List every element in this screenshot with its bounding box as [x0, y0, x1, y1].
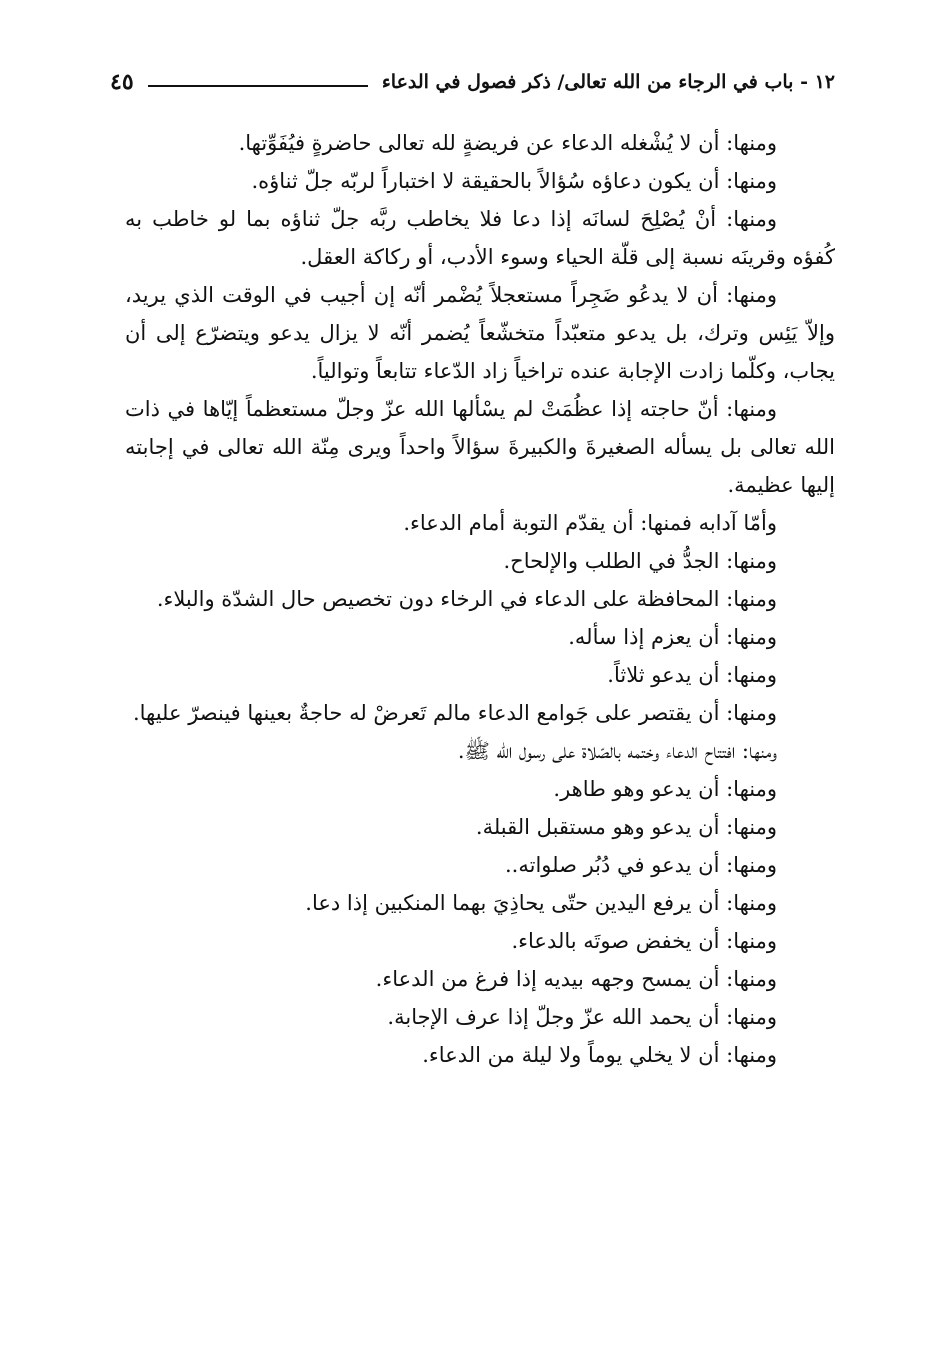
chapter-title: ١٢ - باب في الرجاء من الله تعالى/ ذكر فصول في الدعاء	[381, 71, 835, 93]
paragraph: ومنها: أن يدعو وهو مستقبل القبلة.	[475, 815, 777, 839]
header-rule	[148, 85, 368, 87]
paragraph: ومنها: أن يكون دعاؤه سُؤالاً بالحقيقة لا اختباراً لربّه جلّ ثناؤه.	[251, 169, 777, 193]
paragraph: ومنها: الجدُّ في الطلب والإلحاح.	[503, 549, 777, 573]
paragraph: ومنها: أنْ يُصْلِحَ لسانَه إذا دعا فلا يخاطب ربَّه جلّ ثناؤه بما لو خاطب به كُفؤه وقرينَه نسبة إلى قلّة الحياء وسوء الأدب، أو ركاكة العقل.	[125, 207, 835, 269]
paragraph: ومنها: أن يقتصر على جَوامع الدعاء مالم تَعرضْ له حاجةٌ بعينها فينصرّ عليها.	[132, 701, 777, 725]
paragraph: ومنها: أن يرفع اليدين حتّى يحاذِيَ بهما المنكبين إذا دعا.	[305, 891, 777, 915]
paragraph: ومنها: أن يمسح وجهه بيديه إذا فرغ من الدعاء.	[375, 967, 777, 991]
paragraph: ومنها: أن لا يدعُو ضَجِراً مستعجلاً يُضْمر أنّه إن أجيب في الوقت الذي يريد، وإلاّ يَئِس وترك، بل يدعو متعبّداً متخشّعاً يُضمر أنّه لا يزال يدعو ويتضرّع إلى أن يجاب، وكلّما زادت الإجابة عنده تراخياً زاد الدّعاء تتابعاً وتوالياً.	[125, 283, 835, 383]
paragraph: ومنها: أن لا يخلي يوماً ولا ليلة من الدعاء.	[422, 1043, 777, 1067]
paragraph: ومنها: أنّ حاجته إذا عظُمَتْ لم يسْألها الله عزّ وجلّ مستعظماً إيّاها في ذات الله تعالى بل يسأله الصغيرةَ والكبيرةَ سؤالاً واحداً ويرى مِنّة الله تعالى في إجابته إليها عظيمة.	[125, 397, 835, 497]
paragraph: ومنها: أن يدعو وهو طاهر.	[553, 777, 777, 801]
paragraph: ومنها: أن يخفض صوتَه بالدعاء.	[511, 929, 777, 953]
paragraph: ومنها: أن يعزم إذا سأله.	[568, 625, 777, 649]
paragraph: ومنها: أن يدعو في دُبُر صلواته..	[504, 853, 777, 877]
running-header	[110, 62, 835, 102]
page-number: ٤٥	[110, 69, 134, 95]
paragraph: ومنها: المحافظة على الدعاء في الرخاء دون تخصيص حال الشدّة والبلاء.	[156, 587, 777, 611]
paragraph: ومنها: أن لا يُشْغله الدعاء عن فريضةٍ لله تعالى حاضرةٍ فيُفَوِّتها.	[238, 131, 777, 155]
paragraph: وأمّا آدابه فمنها: أن يقدّم التوبة أمام الدعاء.	[403, 511, 777, 535]
paragraph: ومنها: أن يحمد الله عزّ وجلّ إذا عرف الإجابة.	[387, 1005, 777, 1029]
paragraph: ومنها: افتتاح الدعاء وختمه بالصّلاة على رسول الله ﷺ.	[457, 739, 777, 763]
paragraph: ومنها: أن يدعو ثلاثاً.	[607, 663, 777, 687]
body-text	[125, 124, 835, 1074]
